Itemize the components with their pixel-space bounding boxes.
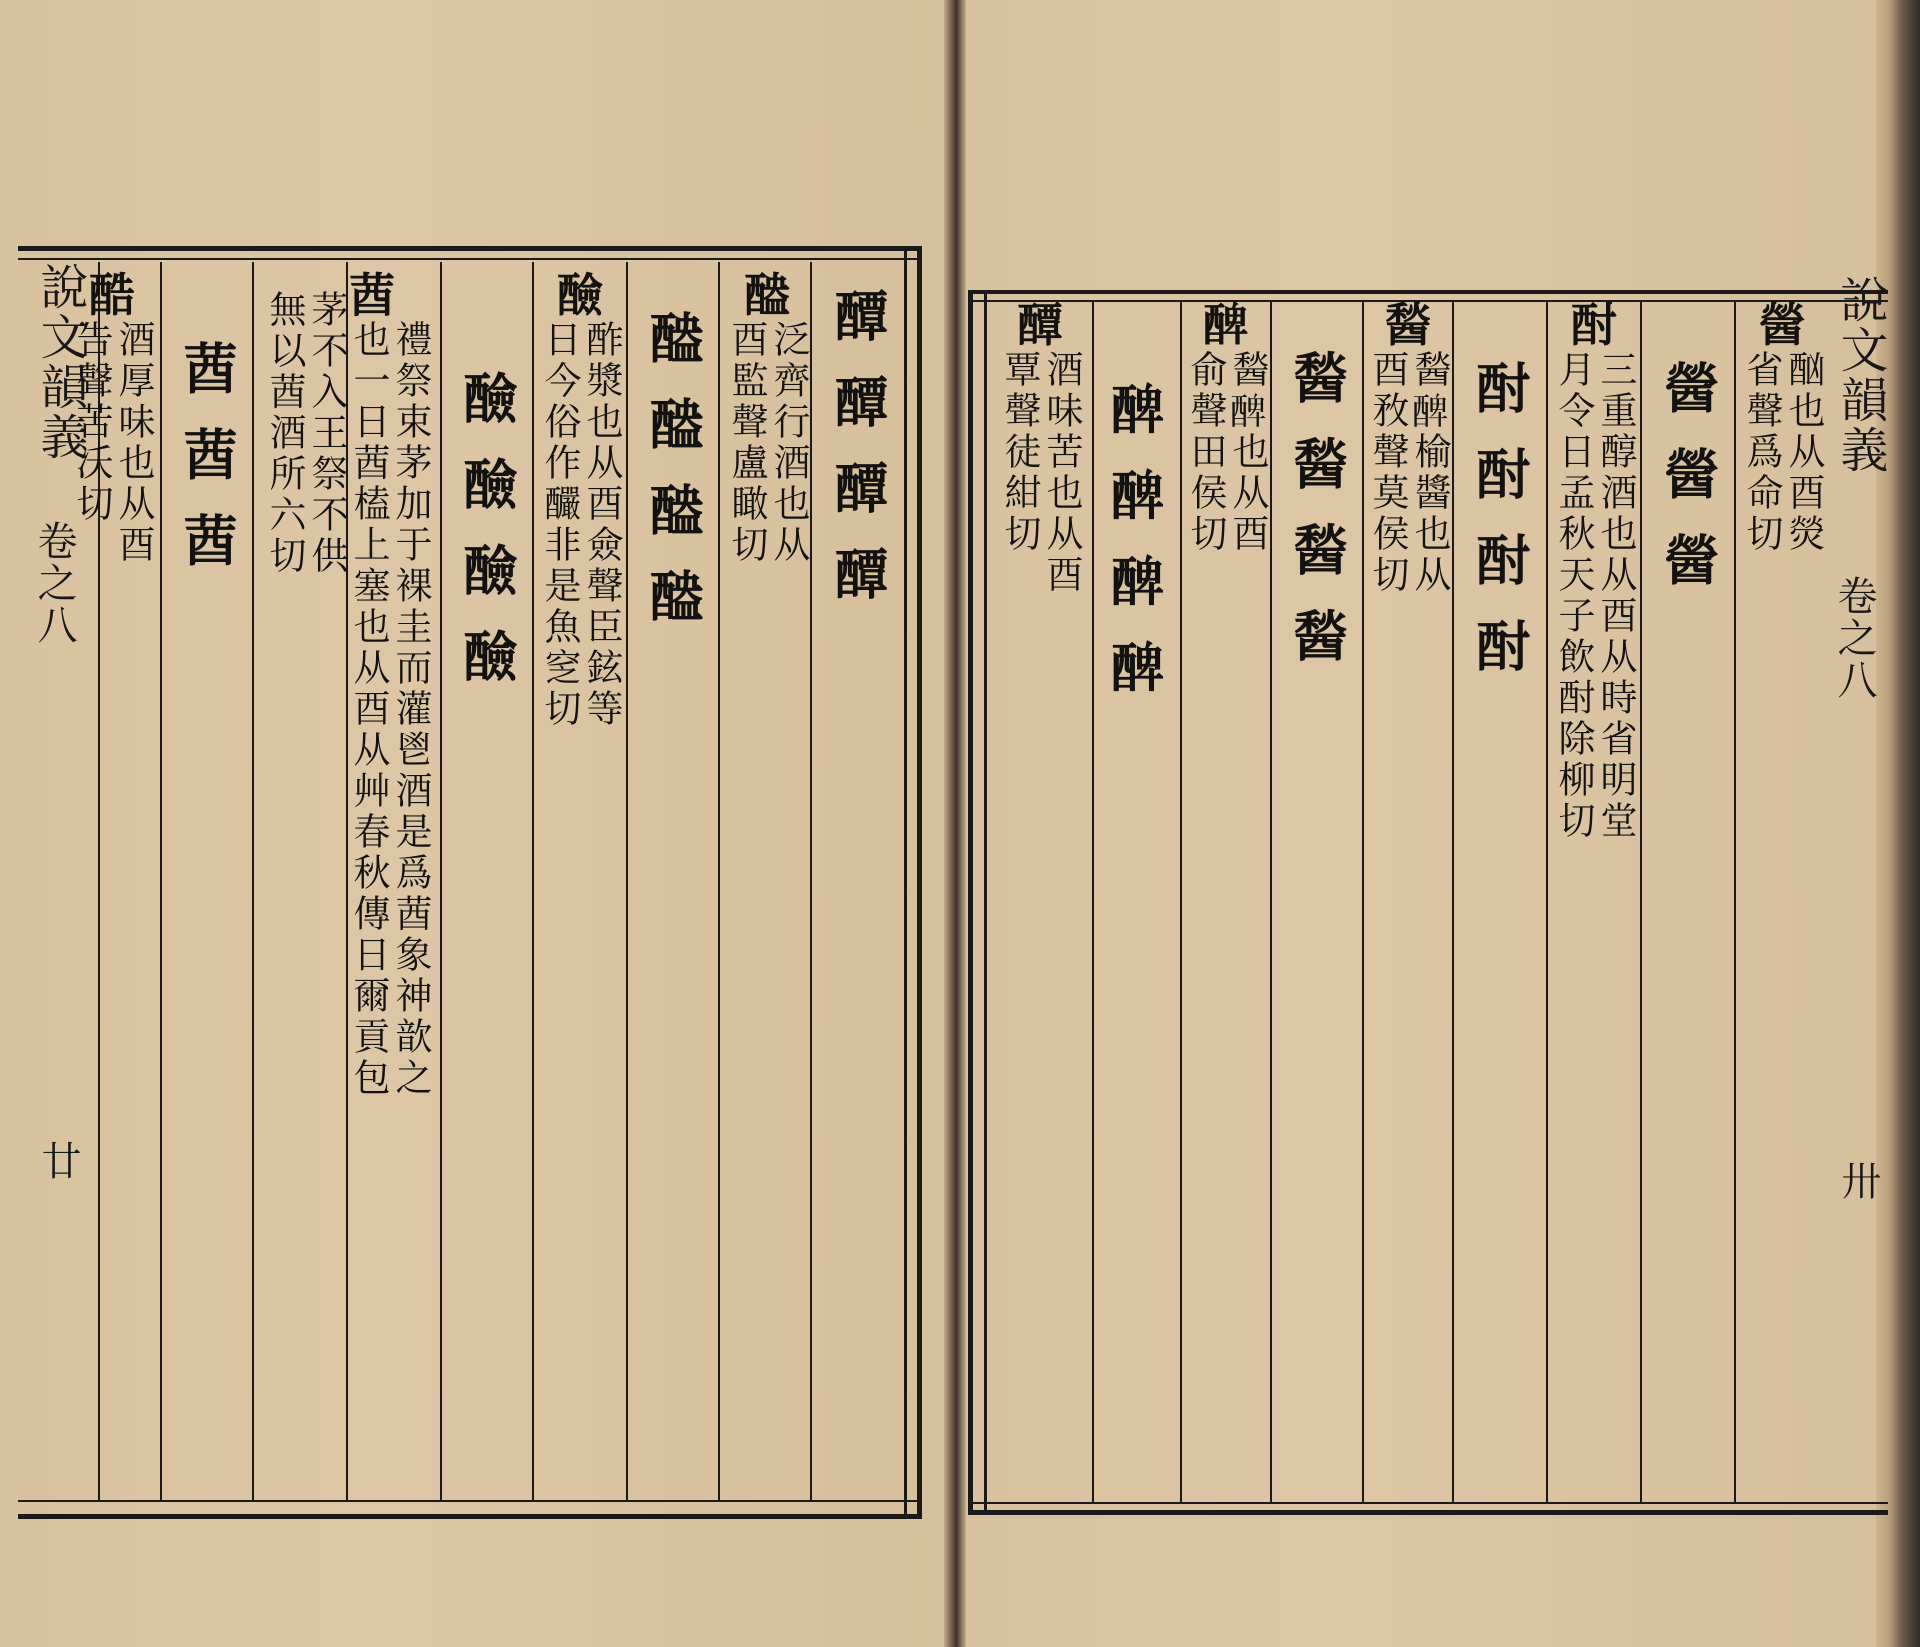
left-margin-title: 說文韻義: [32, 262, 88, 462]
gloss-line: 酒味苦也从酉: [1040, 350, 1083, 596]
headword: 醶: [557, 268, 603, 322]
headword: 酎: [1571, 298, 1617, 352]
entry-column: [1272, 300, 1362, 694]
seal-script-forms: 𨡕𨡕𨡕𨡕: [1105, 380, 1169, 724]
gloss-line: 酉敄聲莫侯切: [1366, 350, 1409, 596]
gloss-text: [1185, 350, 1267, 555]
gloss-line: 無以莤酒所六切: [263, 290, 306, 577]
gloss-line: 酉監聲盧瞰切: [725, 320, 768, 566]
gloss-line: 日今俗作釅非是魚窆切: [538, 320, 581, 730]
left-inner-right-rule: [904, 246, 907, 1516]
entry-column: [254, 270, 440, 1099]
entry-column: [442, 270, 532, 714]
entry-column: [534, 270, 626, 730]
entry-column: [1182, 300, 1270, 555]
gloss-text: [539, 320, 621, 730]
seal-script-forms: 醶醶醶醶: [455, 370, 519, 714]
column-rule: [718, 262, 720, 1500]
gloss-line: 也一日莤榼上塞也从酉从艸春秋傳日爾貢包: [347, 320, 390, 1099]
headword: 醰: [1017, 298, 1063, 352]
gloss-text: [1741, 350, 1823, 555]
gloss-line: 省聲爲命切: [1740, 350, 1783, 555]
headword: 𨡕: [1203, 298, 1249, 352]
book-gutter: [944, 0, 966, 1647]
gloss-line: 俞聲田侯切: [1184, 350, 1227, 555]
gloss-text: [1367, 350, 1449, 596]
seal-script-forms: 醟醟醟: [1656, 360, 1720, 618]
gloss-text: [999, 350, 1081, 596]
entry-column: [64, 270, 160, 566]
headword: 酷: [89, 268, 135, 322]
gloss-line: 覃聲徒紺切: [998, 350, 1041, 555]
left-margin-volume: 卷之八: [31, 520, 77, 646]
seal-script-forms: 醔醔醔醔: [1285, 350, 1349, 694]
gloss-line: 禮祭束茅加于裸圭而灌鬯酒是爲莤象神歆之: [389, 320, 432, 1099]
entry-column: [1642, 300, 1734, 618]
gloss-text: [71, 320, 153, 566]
headword: 莤: [349, 268, 395, 322]
entry-column: [1454, 300, 1546, 704]
gloss-line: 月令日孟秋天子飲酎除柳切: [1552, 350, 1595, 842]
right-margin-volume: 卷之八: [1831, 575, 1877, 701]
left-folio-number: 廿: [35, 1140, 81, 1180]
gloss-text: [1553, 350, 1635, 842]
entry-column: [628, 270, 718, 654]
headword: 醠: [744, 268, 790, 322]
right-inner-bottom-rule: [968, 1502, 1888, 1504]
seal-script-forms: 莤莤莤: [175, 340, 239, 598]
headword: 醟: [1759, 298, 1805, 352]
left-inner-top-rule: [18, 258, 918, 260]
entry-column: [722, 270, 812, 566]
entry-column: [1094, 300, 1180, 724]
gloss-line: 茅不入王祭不供: [305, 290, 348, 577]
right-margin-title: 說文韻義: [1832, 275, 1888, 475]
gloss-line: 泛齊行酒也从: [767, 320, 810, 566]
gloss-line: 告聲苦沃切: [70, 320, 113, 525]
gloss-line: 醔𨡕榆醬也从: [1408, 350, 1451, 596]
headword: 醔: [1385, 298, 1431, 352]
entry-column: [812, 270, 904, 632]
seal-script-forms: 醰醰醰醰: [826, 288, 890, 632]
seal-script-forms: 酎酎酎酎: [1468, 360, 1532, 704]
gloss-line: 三重醇酒也从酉从時省明堂: [1594, 350, 1637, 842]
gloss-line: 酒厚味也从酉: [112, 320, 155, 566]
right-folio-number: 卅: [1835, 1160, 1881, 1200]
entry-column: [162, 270, 252, 598]
entry-column: [1548, 300, 1640, 842]
gloss-line: 醔𨡕也从酉: [1226, 350, 1269, 555]
gloss-line: 酗也从酉熒: [1782, 350, 1825, 555]
left-inner-bottom-rule: [18, 1500, 918, 1502]
gloss-line: 酢漿也从酉僉聲臣鉉等: [580, 320, 623, 730]
seal-script-forms: 醠醠醠醠: [641, 310, 705, 654]
gloss-text: [263, 290, 432, 1099]
entry-column: [1736, 300, 1828, 555]
gloss-text: [726, 320, 808, 566]
entry-column: [990, 300, 1090, 596]
entry-column: [1364, 300, 1452, 596]
right-inner-left-rule: [984, 290, 987, 1512]
